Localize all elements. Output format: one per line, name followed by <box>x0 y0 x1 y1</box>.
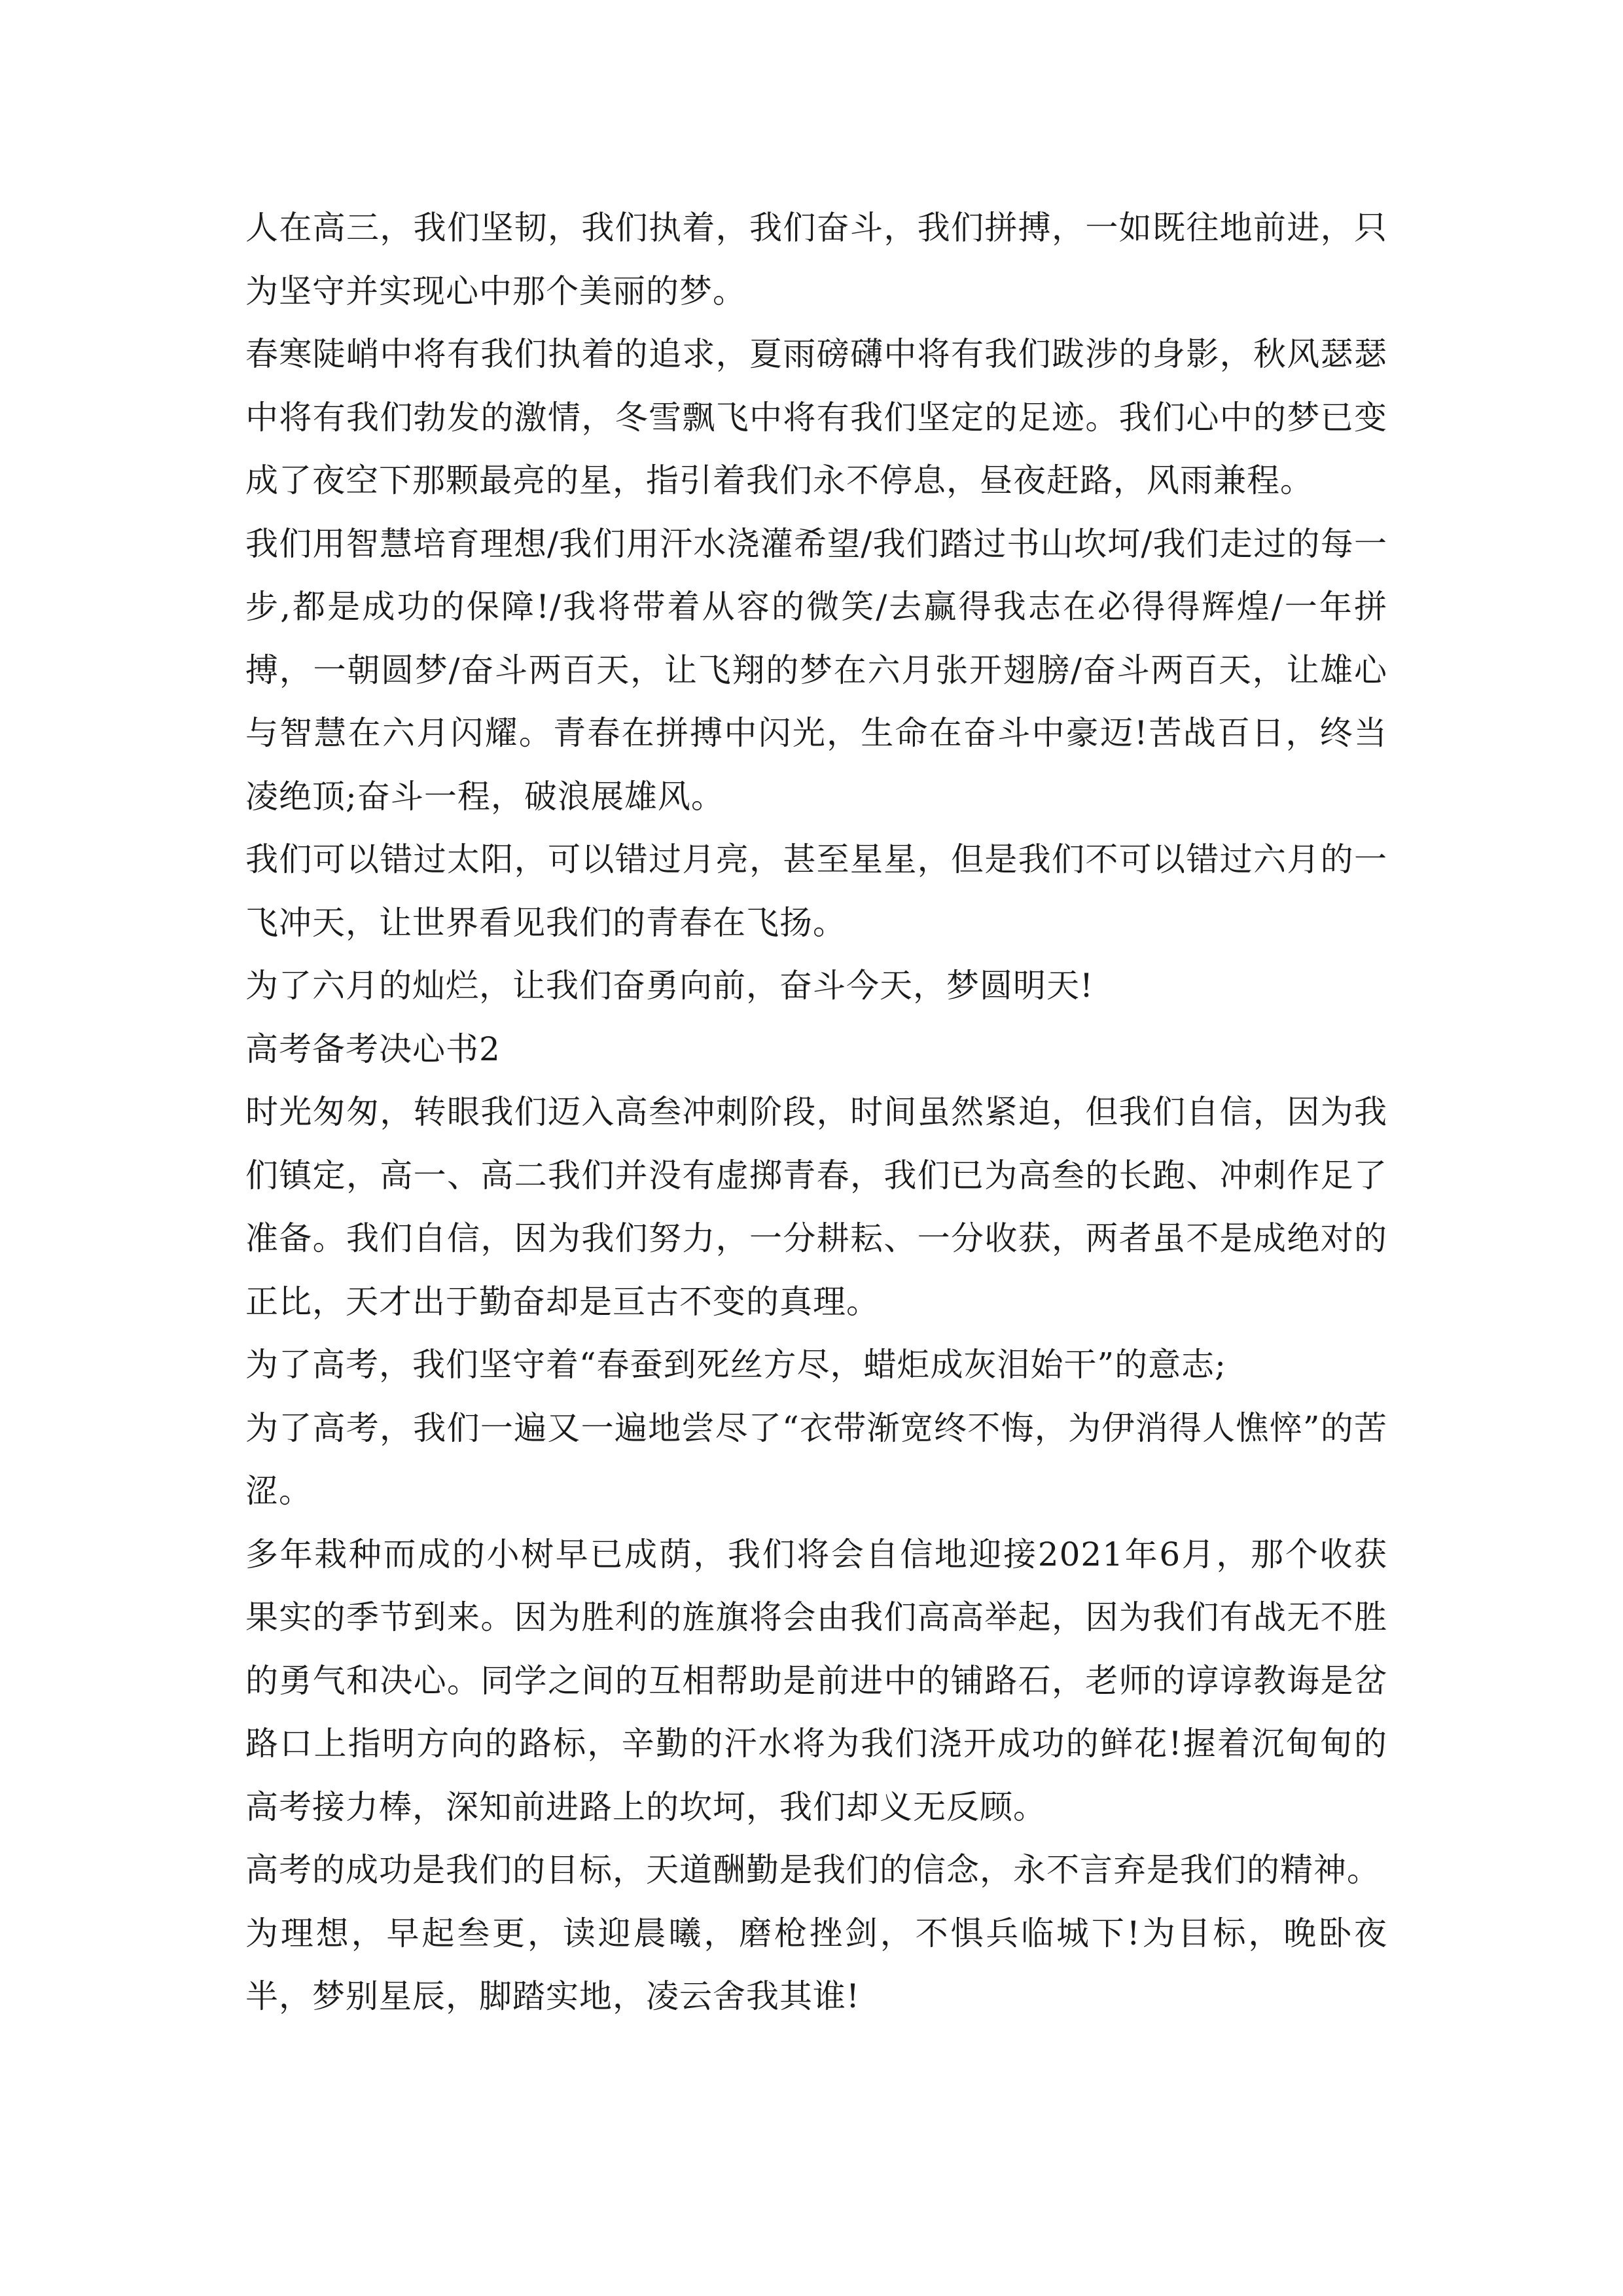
paragraph-9: 多年栽种而成的小树早已成荫，我们将会自信地迎接2021年6月，那个收获果实的季节到来。因为胜利的旌旗将会由我们高高举起，因为我们有战无不胜的勇气和决心。同学之间的互相帮助是前进中的铺路石，老师的谆谆教诲是岔路口上指明方向的路标，辛勤的汗水将为我们浇开成功的鲜花!握着沉甸甸的高考接力棒，深知前进路上的坎坷，我们却义无反顾。 <box>245 1535 1387 1826</box>
paragraph-5: 为了六月的灿烂，让我们奋勇向前，奋斗今天，梦圆明天! <box>245 967 1094 1005</box>
section-heading: 高考备考决心书2 <box>245 1030 501 1068</box>
document-body <box>245 196 1387 2028</box>
paragraph-7: 为了高考，我们坚守着“春蚕到死丝方尽，蜡炬成灰泪始干”的意志; <box>245 1346 1226 1384</box>
paragraph-11: 为理想，早起叁更，读迎晨曦，磨枪挫剑，不惧兵临城下!为目标，晚卧夜半，梦别星辰，脚踏实地，凌云舍我其谁! <box>245 1914 1387 2015</box>
paragraph-6: 时光匆匆，转眼我们迈入高叁冲刺阶段，时间虽然紧迫，但我们自信，因为我们镇定，高一、高二我们并没有虚掷青春，我们已为高叁的长跑、冲刺作足了准备。我们自信，因为我们努力，一分耕耘、一分收获，两者虽不是成绝对的正比，天才出于勤奋却是亘古不变的真理。 <box>245 1093 1387 1321</box>
paragraph-1: 人在高三，我们坚韧，我们执着，我们奋斗，我们拼搏，一如既往地前进，只为坚守并实现心中那个美丽的梦。 <box>245 209 1387 310</box>
paragraph-10: 高考的成功是我们的目标，天道酬勤是我们的信念，永不言弃是我们的精神。 <box>245 1851 1380 1889</box>
paragraph-3: 我们用智慧培育理想/我们用汗水浇灌希望/我们踏过书山坎坷/我们走过的每一步,都是成功的保障!/我将带着从容的微笑/去赢得我志在必得得辉煌/一年拼搏，一朝圆梦/奋斗两百天，让飞翔的梦在六月张开翅膀/奋斗两百天，让雄心与智慧在六月闪耀。青春在拼搏中闪光，生命在奋斗中豪迈!苦战百日，终当凌绝顶;奋斗一程，破浪展雄风。 <box>245 524 1387 816</box>
paragraph-4: 我们可以错过太阳，可以错过月亮，甚至星星，但是我们不可以错过六月的一飞冲天，让世界看见我们的青春在飞扬。 <box>245 840 1387 942</box>
paragraph-2: 春寒陡峭中将有我们执着的追求，夏雨磅礴中将有我们跋涉的身影，秋风瑟瑟中将有我们勃发的激情，冬雪飘飞中将有我们坚定的足迹。我们心中的梦已变成了夜空下那颗最亮的星，指引着我们永不停息，昼夜赶路，风雨兼程。 <box>245 335 1387 499</box>
paragraph-8: 为了高考，我们一遍又一遍地尝尽了“衣带渐宽终不悔，为伊消得人憔悴”的苦涩。 <box>245 1408 1387 1510</box>
